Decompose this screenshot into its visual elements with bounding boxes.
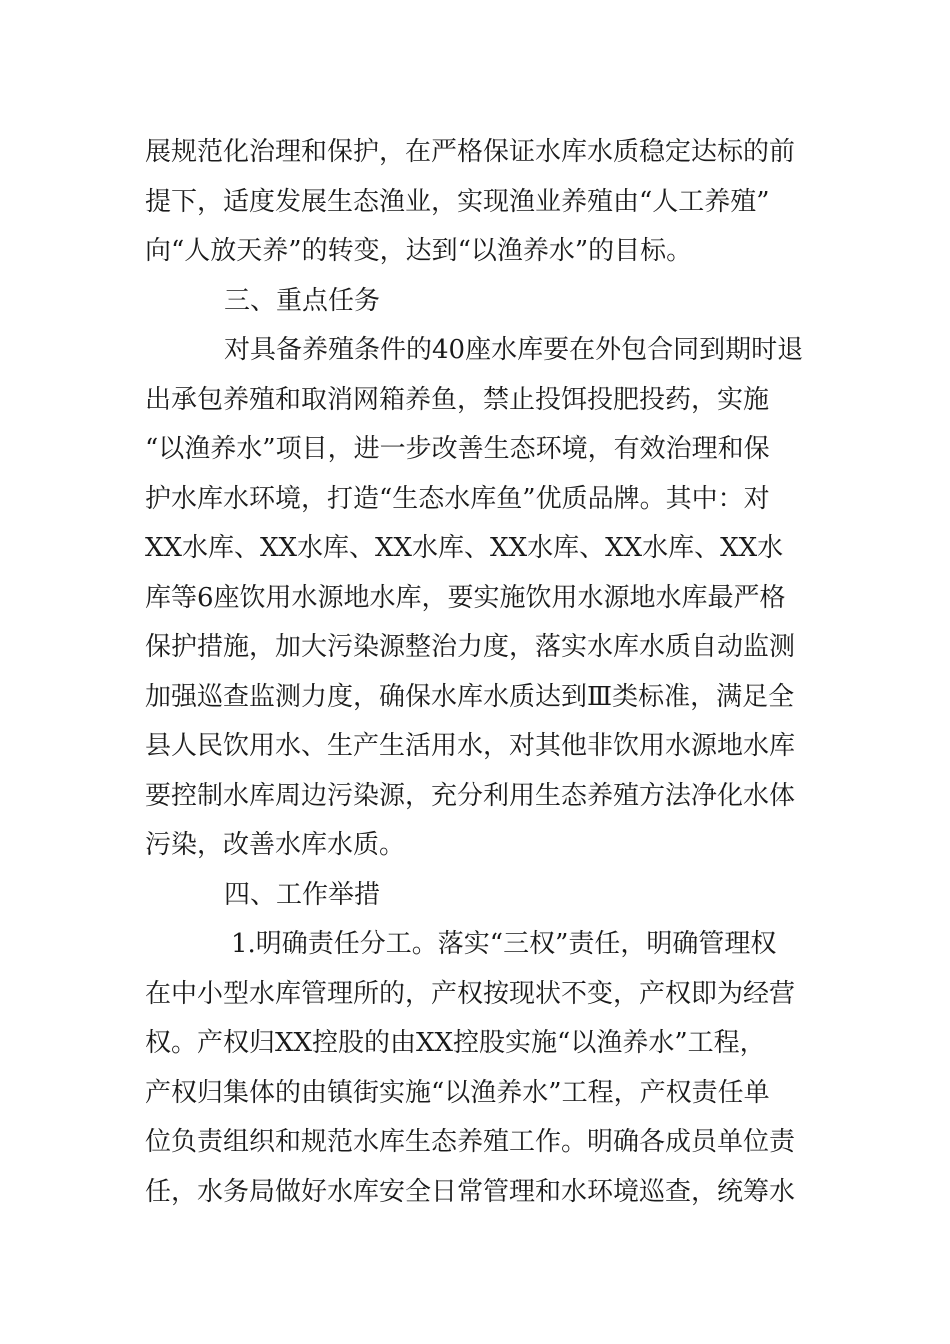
text-line: 对具备养殖条件的40座水库要在外包合同到期时退 [224,335,804,365]
text-line: 产权归集体的由镇街实施“以渔养水”工程，产权责任单 [145,1077,770,1108]
text-line: 库等6座饮用水源地水库，要实施饮用水源地水库最严格 [145,582,786,613]
text-line: 位负责组织和规范水库生态养殖工作。明确各成员单位责 [145,1127,796,1157]
text-line: 县人民饮用水、生产生活用水，对其他非饮用水源地水库 [145,731,796,761]
text-line: 权。产权归XX控股的由XX控股实施“以渔养水”工程， [145,1028,766,1058]
text-line: 展规范化治理和保护，在严格保证水库水质稳定达标的前 [145,137,796,167]
text-line: 1.明确责任分工。落实“三权”责任，明确管理权 [231,929,777,959]
text-line: 出承包养殖和取消网箱养鱼，禁止投饵投肥投药，实施 [145,384,770,415]
text-line: 要控制水库周边污染源，充分利用生态养殖方法净化水体 [145,780,796,811]
text-line: 任，水务局做好水库安全日常管理和水环境巡查，统筹水 [145,1176,796,1207]
text-line: XX水库、XX水库、XX水库、XX水库、XX水库、XX水 [145,533,784,563]
text-line: 保护措施，加大污染源整治力度，落实水库水质自动监测 [145,632,796,662]
text-line: 加强巡查监测力度，确保水库水质达到Ⅲ类标准，满足全 [145,681,795,712]
section-heading: 四、工作举措 [224,879,381,910]
text-line: 向“人放天养”的转变，达到“以渔养水”的目标。 [145,236,693,266]
text-line: 污染，改善水库水质。 [145,830,406,860]
text-line: 提下，适度发展生态渔业，实现渔业养殖由“人工养殖” [145,186,770,217]
document-body [145,128,810,1217]
text-line: 在中小型水库管理所的，产权按现状不变，产权即为经营 [145,978,796,1009]
text-line: 护水库水环境，打造“生态水库鱼”优质品牌。其中：对 [145,483,770,514]
text-line: “以渔养水”项目，进一步改善生态环境，有效治理和保 [145,434,770,464]
section-heading: 三、重点任务 [224,285,381,316]
